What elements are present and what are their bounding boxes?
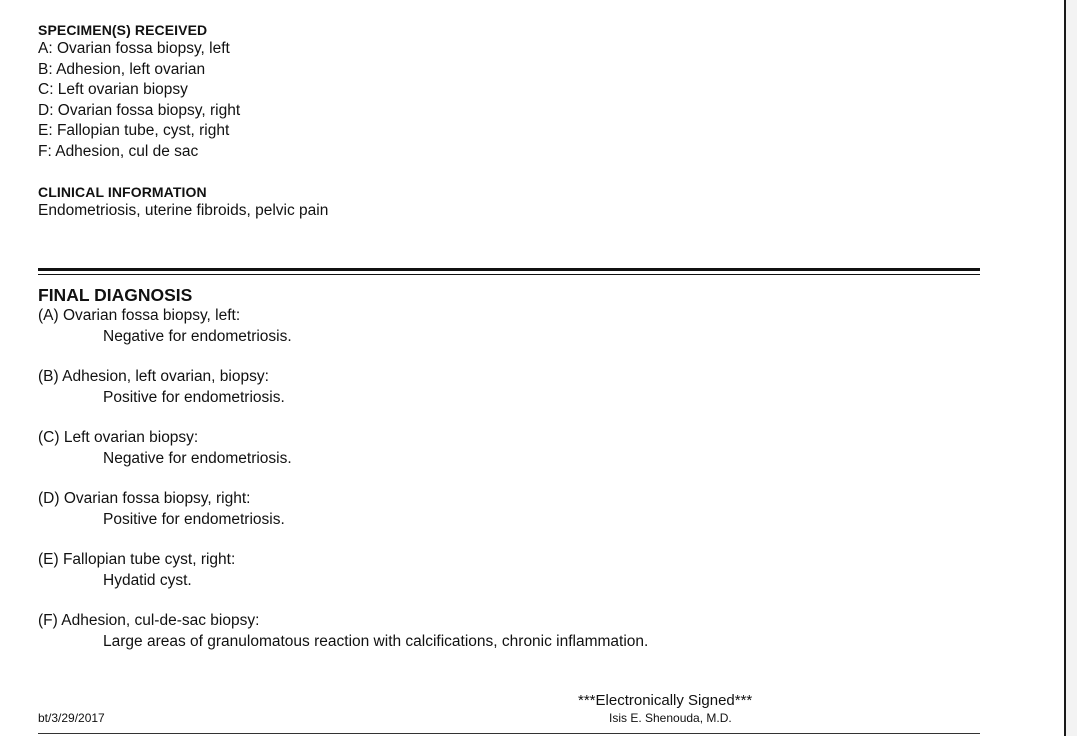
diagnosis-site: (E) Fallopian tube cyst, right: (38, 551, 236, 568)
specimen-item: B: Adhesion, left ovarian (38, 60, 206, 78)
diagnosis-finding: Negative for endometriosis. (103, 449, 292, 467)
clinical-section (38, 183, 328, 222)
clinical-heading: CLINICAL INFORMATION (38, 184, 207, 200)
viewer-background (1066, 0, 1077, 736)
specimens-heading: SPECIMEN(S) RECEIVED (38, 22, 208, 38)
diagnosis-entry-f (38, 611, 648, 652)
specimen-item: D: Ovarian fossa biopsy, right (38, 101, 241, 119)
diagnosis-site: (B) Adhesion, left ovarian, biopsy: (38, 368, 269, 385)
specimen-item: A: Ovarian fossa biopsy, left (38, 40, 230, 57)
specimens-section (38, 21, 240, 162)
footer-divider (38, 733, 980, 734)
signer-name: Isis E. Shenouda, M.D. (609, 711, 732, 725)
diagnosis-entry-a (38, 306, 292, 347)
section-divider-thin (38, 274, 980, 275)
diagnosis-finding: Positive for endometriosis. (103, 388, 285, 406)
specimen-item: C: Left ovarian biopsy (38, 81, 188, 98)
section-divider-thick (38, 268, 980, 271)
diagnosis-finding: Hydatid cyst. (103, 571, 192, 589)
diagnosis-finding: Negative for endometriosis. (103, 327, 292, 345)
specimen-item: F: Adhesion, cul de sac (38, 142, 199, 160)
diagnosis-finding: Large areas of granulomatous reaction with calcifications, chronic inflammation. (103, 632, 649, 650)
diagnosis-entry-b (38, 367, 285, 408)
diagnosis-entry-d (38, 489, 285, 530)
diagnosis-heading: FINAL DIAGNOSIS (38, 285, 193, 305)
diagnosis-site: (F) Adhesion, cul-de-sac biopsy: (38, 612, 260, 629)
diagnosis-finding: Positive for endometriosis. (103, 510, 285, 528)
diagnosis-entry-e (38, 550, 235, 591)
diagnosis-site: (C) Left ovarian biopsy: (38, 429, 199, 446)
transcription-code: bt/3/29/2017 (38, 711, 105, 725)
diagnosis-site: (A) Ovarian fossa biopsy, left: (38, 307, 241, 324)
diagnosis-site: (D) Ovarian fossa biopsy, right: (38, 490, 251, 507)
specimen-item: E: Fallopian tube, cyst, right (38, 122, 230, 139)
electronic-signature-note: ***Electronically Signed*** (578, 692, 753, 709)
clinical-text: Endometriosis, uterine fibroids, pelvic pain (38, 202, 329, 219)
diagnosis-entry-c (38, 428, 292, 469)
